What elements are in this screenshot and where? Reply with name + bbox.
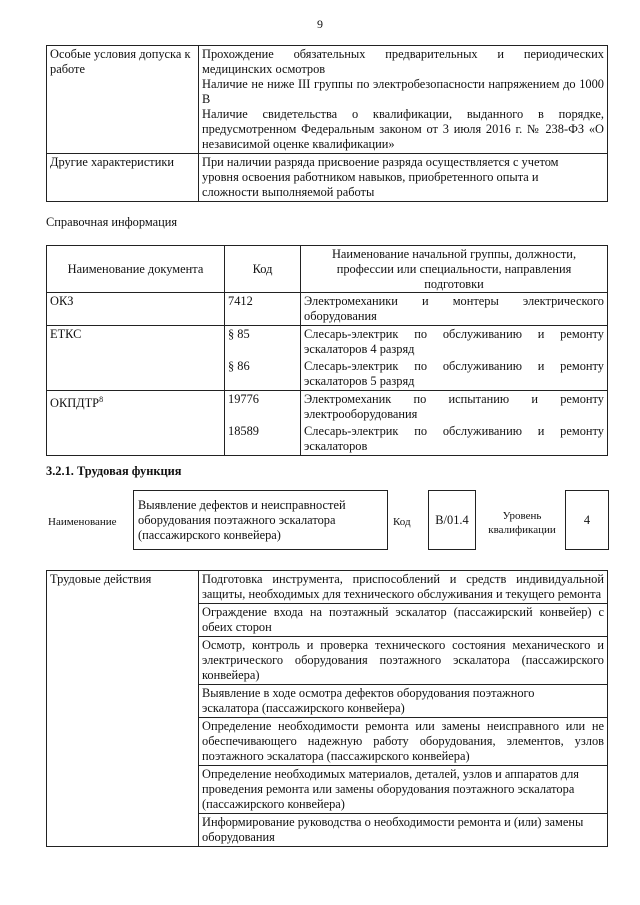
cell-code: 19776 bbox=[225, 391, 301, 424]
row-value-special-conditions bbox=[199, 46, 608, 154]
cell-doc: ЕТКС bbox=[47, 326, 225, 359]
function-level-label: Уровень квалификации bbox=[488, 510, 556, 536]
action-item: Подготовка инструмента, приспособлений и средств индивидуальной защиты, необходимых для технического обслуживания и текущего ремонта bbox=[199, 571, 608, 604]
reference-heading: Справочная информация bbox=[46, 215, 178, 229]
table-row bbox=[47, 423, 608, 456]
action-item: Выявление в ходе осмотра дефектов оборудования поэтажного эскалатора (пассажирского конвейера) bbox=[199, 685, 608, 718]
row-label-other: Другие характеристики bbox=[47, 154, 199, 202]
function-level-value: 4 bbox=[583, 512, 591, 527]
cell-doc bbox=[47, 423, 225, 456]
condition-line: Наличие не ниже III группы по электробезопасности напряжением до 1000 В bbox=[202, 77, 604, 106]
action-item: Определение необходимости ремонта или замены неисправного или не обеспечивающего надежную работу оборудования, элементов, узлов поэтажного эскалатора (пассажирского конвейера) bbox=[199, 718, 608, 766]
actions-label: Трудовые действия bbox=[47, 571, 199, 847]
cell-name: Слесарь-электрик по обслуживанию и ремонту эскалаторов 4 разряд bbox=[301, 326, 608, 359]
function-name-label: Наименование bbox=[48, 516, 117, 528]
doc-label: ОКПДТР bbox=[50, 396, 100, 411]
cell-name: Электромеханик по испытанию и ремонту электрооборудования bbox=[301, 391, 608, 424]
condition-line: Прохождение обязательных предварительных и периодических медицинских осмотров bbox=[202, 47, 604, 76]
row-label-special-conditions: Особые условия допуска к работе bbox=[47, 46, 199, 154]
table-row bbox=[47, 154, 608, 202]
action-item: Ограждение входа на поэтажный эскалатор (пассажирский конвейер) с обеих сторон bbox=[199, 604, 608, 637]
cell-doc: ОКЗ bbox=[47, 293, 225, 326]
table-row bbox=[47, 391, 608, 424]
cell-code: 7412 bbox=[225, 293, 301, 326]
header-doc: Наименование документа bbox=[47, 246, 225, 293]
page-number: 9 bbox=[317, 17, 323, 31]
cell-doc bbox=[47, 391, 225, 424]
header-name: Наименование начальной группы, должности, профессии или специальности, направления подготовки bbox=[301, 246, 608, 293]
cell-code: § 85 bbox=[225, 326, 301, 359]
table-row bbox=[47, 571, 608, 604]
function-heading: 3.2.1. Трудовая функция bbox=[46, 464, 182, 478]
cell-code: § 86 bbox=[225, 358, 301, 391]
cell-code: 18589 bbox=[225, 423, 301, 456]
conditions-table bbox=[46, 45, 608, 202]
actions-table bbox=[46, 570, 608, 847]
condition-line: Наличие свидетельства о квалификации, выданного в порядке, предусмотренном Федеральным законом от 3 июля 2016 г. № 238-ФЗ «О независимой оценке квалификации» bbox=[202, 107, 604, 151]
footnote-marker: 8 bbox=[99, 395, 104, 404]
table-row bbox=[47, 46, 608, 154]
header-code: Код bbox=[225, 246, 301, 293]
function-name-box bbox=[133, 490, 388, 550]
action-item: Определение необходимых материалов, деталей, узлов и аппаратов для проведения ремонта или замены оборудования поэтажного эскалатора (пассажирского конвейера) bbox=[199, 766, 608, 814]
cell-doc bbox=[47, 358, 225, 391]
function-level-box bbox=[565, 490, 609, 550]
action-item: Информирование руководства о необходимости ремонта и (или) замены оборудования bbox=[199, 814, 608, 847]
cell-name: Электромеханики и монтеры электрического оборудования bbox=[301, 293, 608, 326]
function-code-box bbox=[428, 490, 476, 550]
table-row bbox=[47, 358, 608, 391]
function-code-value: B/01.4 bbox=[435, 512, 469, 527]
table-row bbox=[47, 326, 608, 359]
condition-line: При наличии разряда присвоение разряда осуществляется с учетом уровня освоения работником навыков, приобретенного опыта и сложности выполняемой работы bbox=[202, 155, 559, 199]
function-code-label: Код bbox=[393, 516, 411, 528]
table-header-row bbox=[47, 246, 608, 293]
cell-name: Слесарь-электрик по обслуживанию и ремонту эскалаторов bbox=[301, 423, 608, 456]
reference-table bbox=[46, 245, 608, 456]
cell-name: Слесарь-электрик по обслуживанию и ремонту эскалаторов 5 разряд bbox=[301, 358, 608, 391]
table-row bbox=[47, 293, 608, 326]
function-name-value: Выявление дефектов и неисправностей оборудования поэтажного эскалатора (пассажирского конвейера) bbox=[138, 497, 346, 542]
row-value-other bbox=[199, 154, 608, 202]
action-item: Осмотр, контроль и проверка технического состояния механического и электрического оборудования поэтажного эскалатора (пассажирского конвейера) bbox=[199, 637, 608, 685]
